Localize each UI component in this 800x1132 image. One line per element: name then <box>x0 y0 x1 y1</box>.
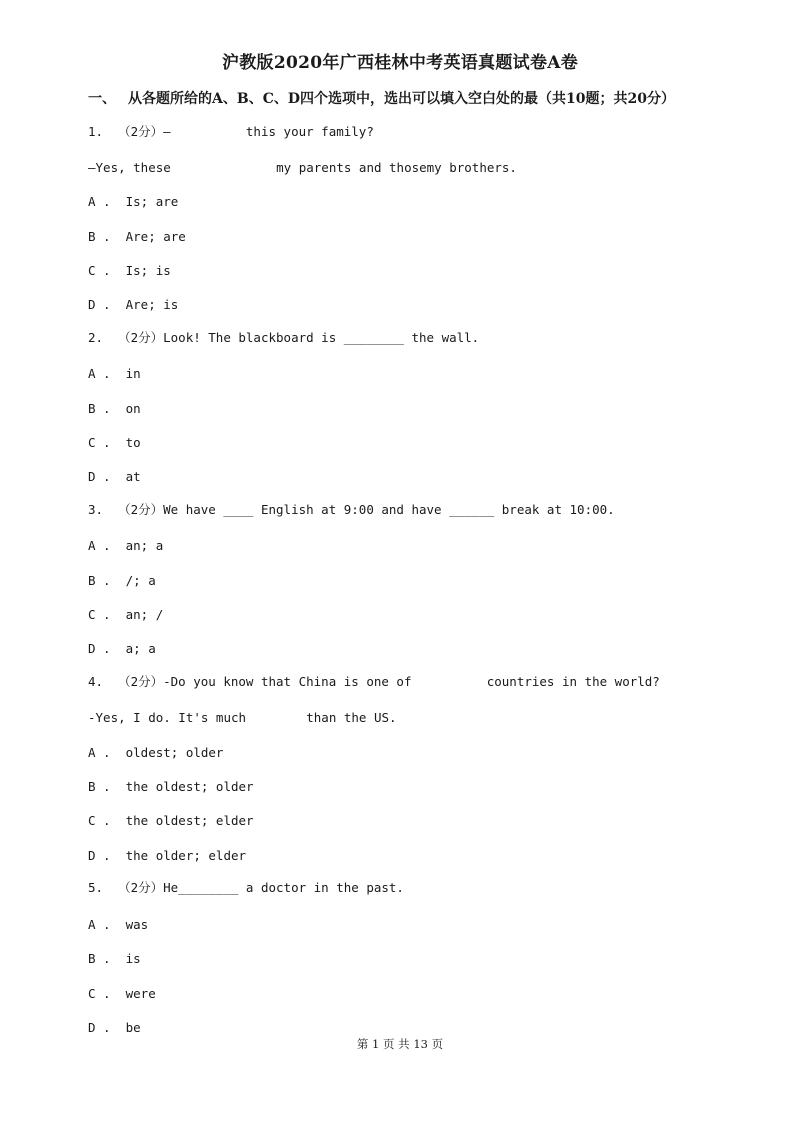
question-1-stem: 1. （2分）— this your family? <box>88 124 374 139</box>
question-5-option-c: C . were <box>88 986 156 1001</box>
question-1-option-d: D . Are; is <box>88 297 179 312</box>
question-2-stem: 2. （2分）Look! The blackboard is ________ the wall. <box>88 330 480 345</box>
question-3-option-a: A . an; a <box>88 538 164 553</box>
question-4-option-d: D . the older; elder <box>88 848 247 863</box>
question-1-stem-line-2: —Yes, these my parents and thosemy brothers. <box>88 160 517 175</box>
question-2-option-d: D . at <box>88 469 141 484</box>
question-4-option-a: A . oldest; older <box>88 745 224 760</box>
question-5-option-a: A . was <box>88 917 149 932</box>
question-3-option-d: D . a; a <box>88 641 156 656</box>
section-instruction: 从各题所给的A、B、C、D四个选项中，选出可以填入空白处的最（共10题；共20分） <box>128 91 675 107</box>
question-3-option-b: B . /; a <box>88 573 156 588</box>
question-3-option-c: C . an; / <box>88 607 164 622</box>
question-2-option-b: B . on <box>88 401 141 416</box>
question-4-option-b: B . the oldest; older <box>88 779 254 794</box>
question-2-option-a: A . in <box>88 366 141 381</box>
question-3-stem: 3. （2分）We have ____ English at 9:00 and have ______ break at 10:00. <box>88 502 615 517</box>
section-heading <box>88 88 768 108</box>
question-1-option-c: C . Is; is <box>88 263 171 278</box>
question-1-option-a: A . Is; are <box>88 194 179 209</box>
question-1-option-b: B . Are; are <box>88 229 186 244</box>
question-5-option-d: D . be <box>88 1020 141 1035</box>
question-2-option-c: C . to <box>88 435 141 450</box>
section-number: 一、 <box>88 91 116 107</box>
page-footer: 第 1 页 共 13 页 <box>356 1037 444 1051</box>
question-4-stem: 4. （2分）-Do you know that China is one of countries in the world? <box>88 674 660 689</box>
question-5-stem: 5. （2分）He________ a doctor in the past. <box>88 880 404 895</box>
question-5-option-b: B . is <box>88 951 141 966</box>
question-4-option-c: C . the oldest; elder <box>88 813 254 828</box>
document-title: 沪教版2020年广西桂林中考英语真题试卷A卷 <box>221 53 579 73</box>
question-4-stem-line-2: -Yes, I do. It's much than the US. <box>88 710 397 725</box>
